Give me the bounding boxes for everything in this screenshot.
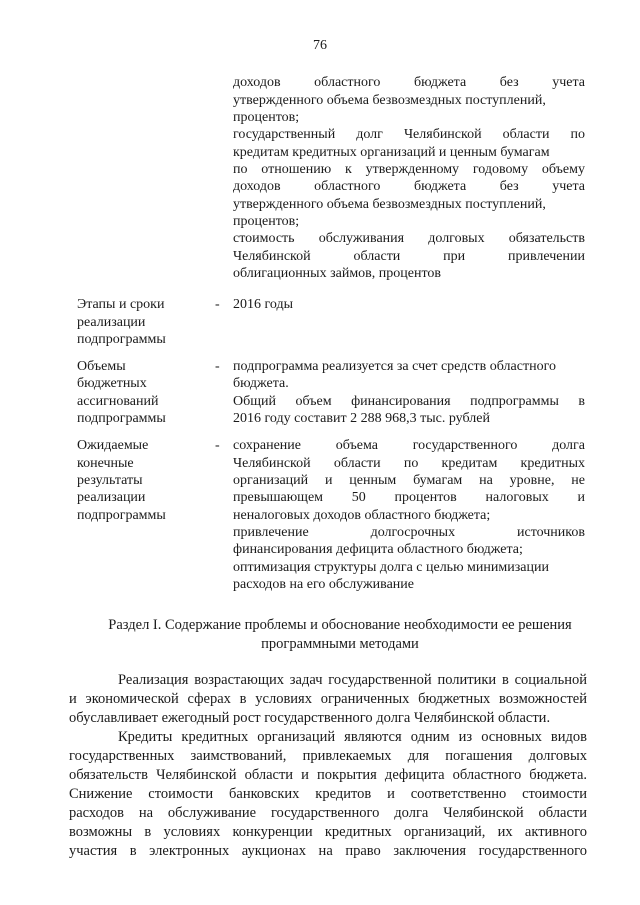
- paragraph-line: и экономической сферах в условиях ограниченных бюджетных возможностей: [69, 691, 587, 707]
- row-value-line: Общий объем финансирования подпрограммы в: [233, 394, 585, 409]
- row-label-line: реализации: [77, 490, 146, 505]
- paragraph-line: обуславливает ежегодный рост государственного долга Челябинской области.: [69, 710, 551, 726]
- text-line: Челябинской области при привлечении: [233, 249, 585, 264]
- row-dash: -: [215, 438, 220, 453]
- section-heading-line: программными методами: [261, 636, 419, 652]
- row-value-line: превышающем 50 процентов налоговых и: [233, 490, 585, 505]
- row-value-line: оптимизация структуры долга с целью минимизации: [233, 560, 549, 575]
- paragraph-line: участия в электронных аукционах на право заключения государственного: [69, 843, 587, 859]
- text-line: по отношению к утвержденному годовому объему: [233, 162, 585, 177]
- row-value-line: привлечение долгосрочных источников: [233, 525, 585, 540]
- text-line: утвержденного объема безвозмездных поступлений,: [233, 197, 546, 212]
- row-label-line: подпрограммы: [77, 508, 166, 523]
- text-line: утвержденного объема безвозмездных поступлений,: [233, 93, 546, 108]
- text-line: кредитам кредитных организаций и ценным бумагам: [233, 145, 550, 160]
- row-label-line: конечные: [77, 456, 134, 471]
- row-label-line: Ожидаемые: [77, 438, 149, 453]
- row-label-line: подпрограммы: [77, 332, 166, 347]
- text-line: государственный долг Челябинской области по: [233, 127, 585, 142]
- row-value-line: сохранение объема государственного долга: [233, 438, 585, 453]
- row-value-line: 2016 годы: [233, 297, 294, 312]
- paragraph-line: Снижение стоимости банковских кредитов и соответственно стоимости: [69, 786, 587, 802]
- row-label-line: Объемы: [77, 359, 126, 374]
- page-number: 76: [313, 38, 327, 53]
- paragraph-line: государственных заимствований, привлекаемых для погашения долговых: [69, 748, 587, 764]
- row-value-line: Челябинской области по кредитам кредитных: [233, 456, 585, 471]
- section-heading-line: Раздел I. Содержание проблемы и обоснование необходимости ее решения: [108, 617, 572, 633]
- text-line: доходов областного бюджета без учета: [233, 179, 585, 194]
- row-value-line: неналоговых доходов областного бюджета;: [233, 508, 491, 523]
- paragraph-line: обязательств Челябинской области и покрытия дефицита областного бюджета.: [69, 767, 587, 783]
- row-value-line: бюджета.: [233, 376, 289, 391]
- paragraph-line: расходов на обслуживание государственного долга Челябинской области: [69, 805, 587, 821]
- row-value-line: подпрограмма реализуется за счет средств областного: [233, 359, 556, 374]
- row-value-line: 2016 году составит 2 288 968,3 тыс. рублей: [233, 411, 490, 426]
- row-label-line: бюджетных: [77, 376, 147, 391]
- text-line: стоимость обслуживания долговых обязательств: [233, 231, 585, 246]
- row-label-line: реализации: [77, 315, 146, 330]
- row-value-line: организаций и ценным бумагам на уровне, не: [233, 473, 585, 488]
- paragraph-line: Кредиты кредитных организаций являются одним из основных видов: [118, 729, 587, 745]
- text-line: процентов;: [233, 214, 300, 229]
- row-label-line: подпрограммы: [77, 411, 166, 426]
- row-label-line: Этапы и сроки: [77, 297, 165, 312]
- row-dash: -: [215, 359, 220, 374]
- paragraph-line: возможны в условиях конкуренции кредитных организаций, их активного: [69, 824, 587, 840]
- row-dash: -: [215, 297, 220, 312]
- row-value-line: расходов на его обслуживание: [233, 577, 414, 592]
- paragraph-line: Реализация возрастающих задач государственной политики в социальной: [118, 672, 587, 688]
- row-value-line: финансирования дефицита областного бюджета;: [233, 542, 523, 557]
- row-label-line: результаты: [77, 473, 143, 488]
- row-label-line: ассигнований: [77, 394, 159, 409]
- text-line: облигационных займов, процентов: [233, 266, 442, 281]
- text-line: доходов областного бюджета без учета: [233, 75, 585, 90]
- text-line: процентов;: [233, 110, 300, 125]
